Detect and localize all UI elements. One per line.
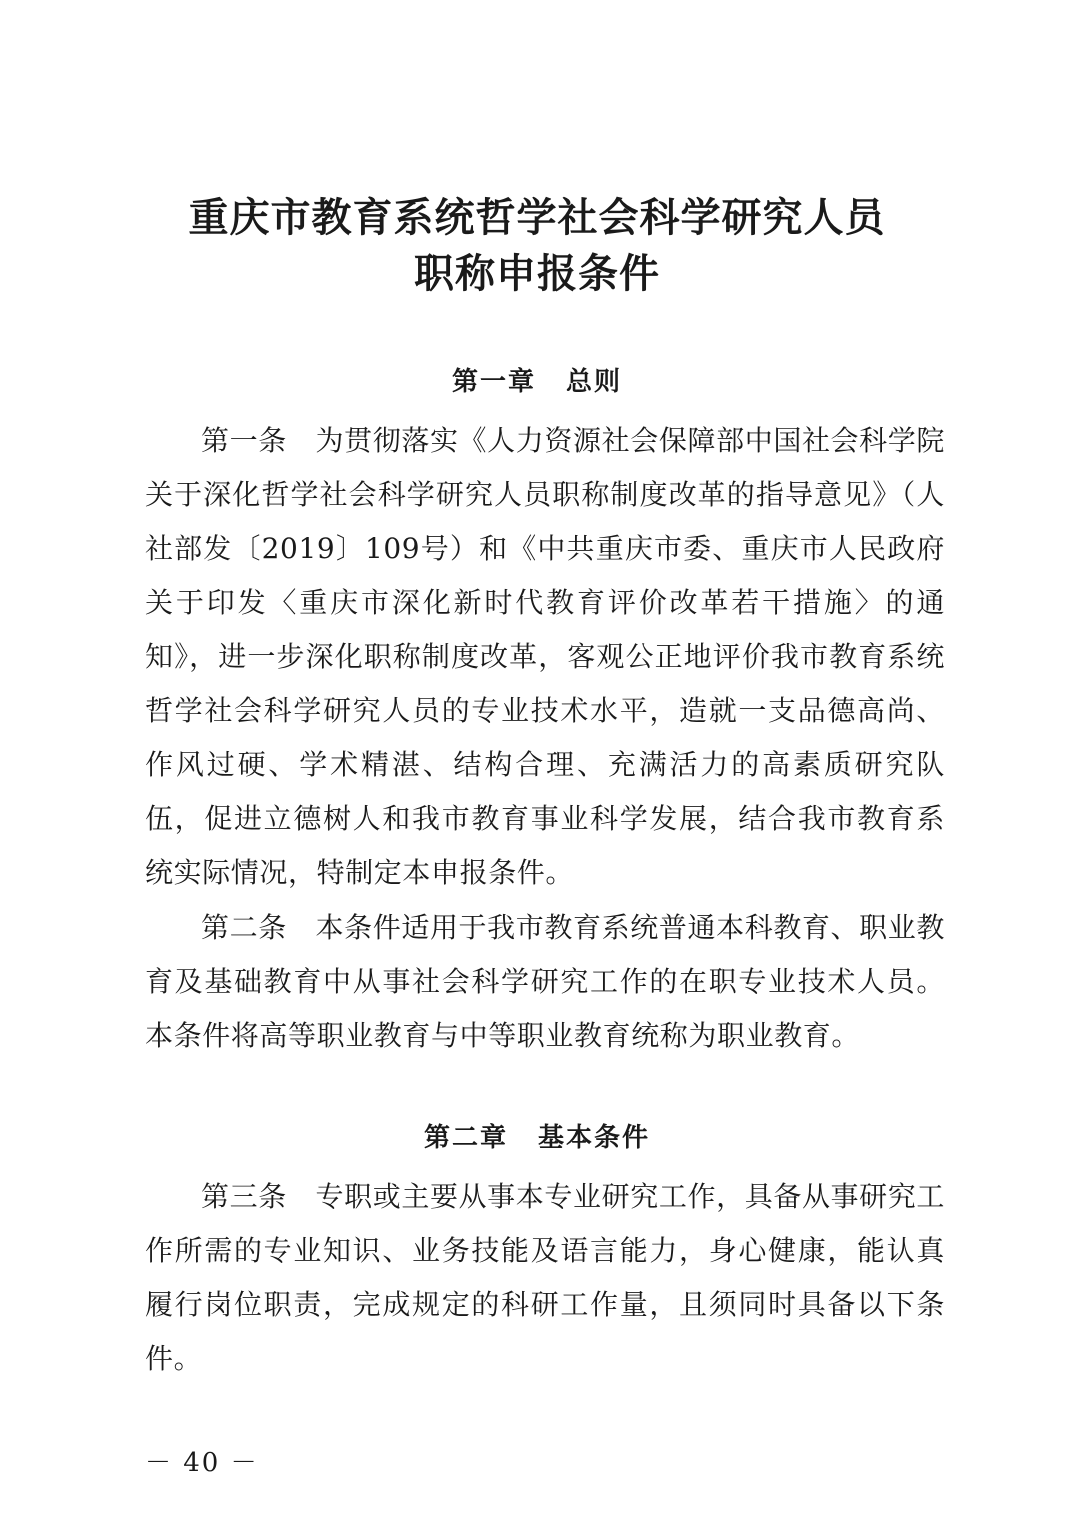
article-text: 为贯彻落实《人力资源社会保障部中国社会科学院关于深化哲学社会科学研究人员职称制度改革的指导意见》（人社部发〔2019〕109号）和《中共重庆市委、重庆市人民政府关于印发〈重庆市深化新时代教育评价改革若干措施〉的通知》，进一步深化职称制度改革，客观公正地评价我市教育系统哲学社会科学研究人员的专业技术水平，造就一支品德高尚、作风过硬、学术精湛、结构合理、充满活力的高素质研究队伍，促进立德树人和我市教育事业科学发展，结合我市教育系统实际情况，特制定本申报条件。 <box>145 424 946 889</box>
article-1 <box>145 414 945 900</box>
chapter-name: 总则 <box>566 367 623 397</box>
article-text: 专职或主要从事本专业研究工作，具备从事研究工作所需的专业知识、业务技能及语言能力，身心健康，能认真履行岗位职责，完成规定的科研工作量，且须同时具备以下条件。 <box>145 1180 946 1375</box>
document-title-line-2: 职称申报条件 <box>414 251 660 297</box>
article-heading: 第三条 <box>201 1180 287 1213</box>
article-heading: 第二条 <box>201 911 287 944</box>
article-3 <box>145 1170 945 1386</box>
chapter-number: 第二章 <box>423 1123 508 1153</box>
article-text: 本条件适用于我市教育系统普通本科教育、职业教育及基础教育中从事社会科学研究工作的在职专业技术人员。本条件将高等职业教育与中等职业教育统称为职业教育。 <box>145 911 946 1052</box>
chapter-number: 第一章 <box>451 367 536 397</box>
chapter-heading-1 <box>0 364 1074 400</box>
article-heading: 第一条 <box>201 424 287 457</box>
document-title-line-1: 重庆市教育系统哲学社会科学研究人员 <box>188 195 886 241</box>
article-2 <box>145 901 945 1063</box>
chapter-heading-2 <box>0 1120 1074 1156</box>
page-number: － 40 － <box>145 1448 259 1478</box>
chapter-name: 基本条件 <box>538 1123 651 1153</box>
